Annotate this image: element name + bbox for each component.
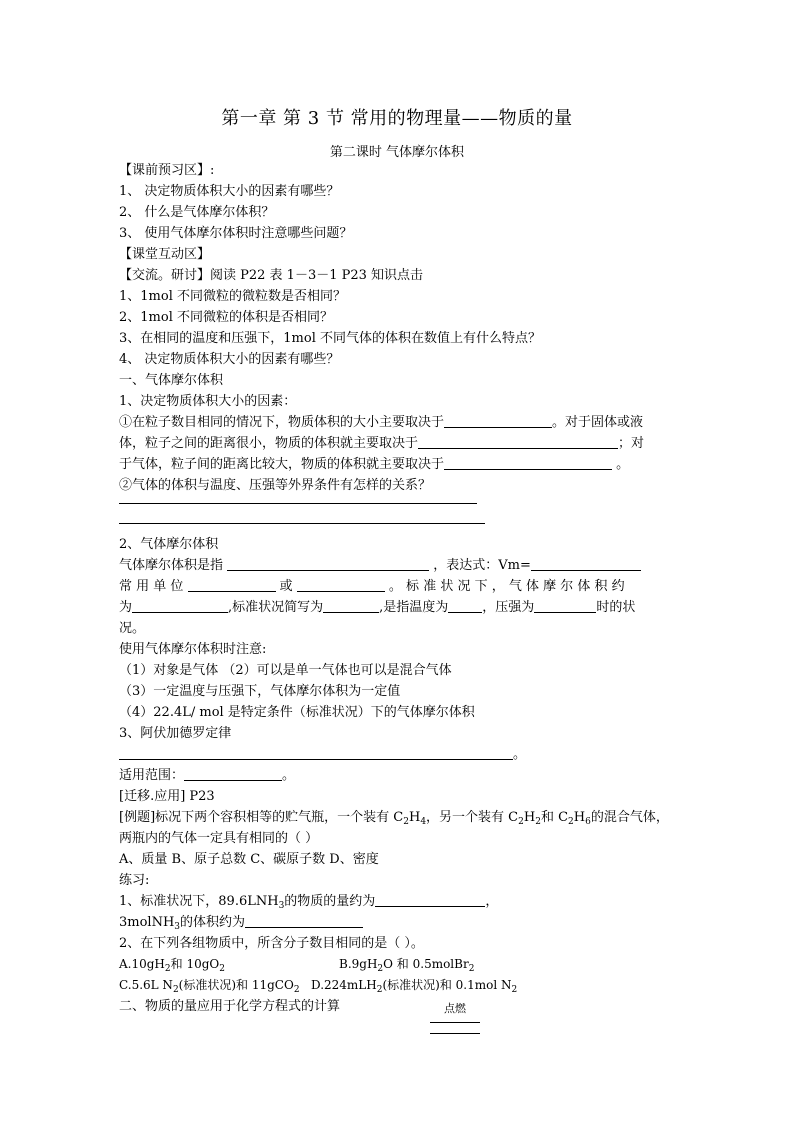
apply-header: [迁移.应用] P23 [119, 789, 215, 804]
blank-field[interactable] [444, 414, 552, 428]
preview-question-1: 1、 决定物质体积大小的因素有哪些？ [119, 184, 340, 199]
blank-field[interactable] [227, 557, 429, 571]
example-line-1: [例题]标况下两个容积相等的贮气瓶，一个装有 $C_2H_4$，另一个装有 $C_2H_2$和 $C_2H_6$的混合气体， [119, 810, 669, 827]
example-options: A、质量 B、原子总数 C、碳原子数 D、密度 [119, 852, 379, 867]
blank-field[interactable] [297, 578, 385, 592]
reaction-bar-bottom [430, 1033, 480, 1034]
section1-sub3: 3、阿伏加德罗定律 [119, 726, 232, 741]
practice-1: 1、标准状况下，$89.6LNH_3$的物质的量约为 ， [119, 894, 499, 911]
interact-question-4: 4、 决定物质体积大小的因素有哪些？ [119, 352, 340, 367]
section1-sub2: 2、气体摩尔体积 [119, 537, 219, 552]
reaction-condition-arrow [430, 1000, 480, 1034]
example-line-2: 两瓶内的气体一定具有相同的（ ） [119, 831, 319, 846]
section1-heading: 一、气体摩尔体积 [119, 373, 224, 388]
blank-field[interactable] [119, 746, 513, 760]
blank-field[interactable] [531, 557, 641, 571]
section1-sub1: 1、决定物质体积大小的因素： [119, 394, 297, 409]
note-3: （4）22.4L/ mol 是特定条件（标准状况）下的气体摩尔体积 [119, 705, 475, 720]
practice-2-options-ab: $A.10gH_2$和 $10gO_2$ $B.9gH_2O$ 和 0.5molBr$_2$ [119, 957, 475, 974]
avogadro-answer: 。 [119, 744, 679, 765]
document-body [119, 160, 679, 1017]
exchange-line: 【交流。研讨】阅读 P22 表 1－3－1 P23 知识点击 [119, 268, 424, 283]
notes-header: 使用气体摩尔体积时注意: [119, 642, 267, 657]
preview-question-3: 3、 使用气体摩尔体积时注意哪些问题？ [119, 226, 353, 241]
page-title: 第一章 第 3 节 常用的物理量——物质的量 [221, 108, 573, 129]
note-2: （3）一定温度与压强下，气体摩尔体积为一定值 [119, 684, 401, 699]
definition-line-1: 气体摩尔体积是指 ，表达式：Vm= [119, 555, 679, 576]
blank-field[interactable] [132, 599, 228, 613]
blank-field[interactable] [448, 599, 482, 613]
blank-field[interactable] [418, 435, 618, 449]
factor-line-2: 体，粒子之间的距离很小，物质的体积就主要取决于 ；对 [119, 436, 645, 451]
page-subtitle: 第二课时 气体摩尔体积 [329, 145, 465, 160]
answer-line[interactable] [119, 502, 477, 504]
blank-field[interactable] [323, 599, 379, 613]
blank-field[interactable] [184, 767, 282, 781]
blank-field[interactable] [534, 599, 596, 613]
scope-line: 适用范围： 。 [119, 768, 296, 783]
preview-header: 【课前预习区】: [119, 163, 215, 178]
practice-2: 2、在下列各组物质中，所含分子数目相同的是（ ）。 [119, 936, 424, 951]
definition-line-2: 常 用 单 位 或 。 标 准 状 况 下 ， 气 体 摩 尔 体 积 约 [119, 579, 625, 594]
blank-field[interactable] [188, 578, 276, 592]
factor-line-3: 于气体，粒子间的距离比较大，物质的体积就主要取决于 。 [119, 457, 630, 472]
reaction-bar-top [430, 1022, 480, 1023]
practice-header: 练习: [119, 873, 150, 888]
blank-field[interactable] [245, 914, 363, 928]
interact-question-3: 3、在相同的温度和压强下，1mol 不同气体的体积在数值上有什么特点？ [119, 331, 541, 346]
note-1: （1）对象是气体 （2）可以是单一气体也可以是混合气体 [119, 663, 452, 678]
preview-question-2: 2、 什么是气体摩尔体积？ [119, 205, 275, 220]
factor-line-1: ①在粒子数目相同的情况下，物质体积的大小主要取决于 。对于固体或液 [119, 415, 644, 430]
definition-line-3: 为 ,标准状况简写为 ,是指温度为 ，压强为 时的状 [119, 600, 636, 615]
section2-heading: 二、物质的量应用于化学方程式的计算 [119, 999, 341, 1014]
interact-question-1: 1、1mol 不同微粒的微粒数是否相同？ [119, 289, 346, 304]
practice-1b: 3molNH$_3$的体积约为 [119, 912, 679, 933]
factor-question-2: ②气体的体积与温度、压强等外界条件有怎样的关系？ [119, 478, 432, 493]
ignite-label: 点燃 [444, 1002, 466, 1015]
interact-question-2: 2、1mol 不同微粒的体积是否相同？ [119, 310, 333, 325]
blank-field[interactable] [444, 456, 612, 470]
interact-header: 【课堂互动区】 [119, 247, 211, 262]
definition-line-4: 况。 [119, 621, 146, 636]
blank-field[interactable] [375, 893, 485, 907]
practice-2-options-cd: C.5.6L $N_2$(标准状况)和 11gCO$_2$ D.224mLH$_2$(标准状况)和 0.1mol $N_2$ [119, 978, 518, 995]
